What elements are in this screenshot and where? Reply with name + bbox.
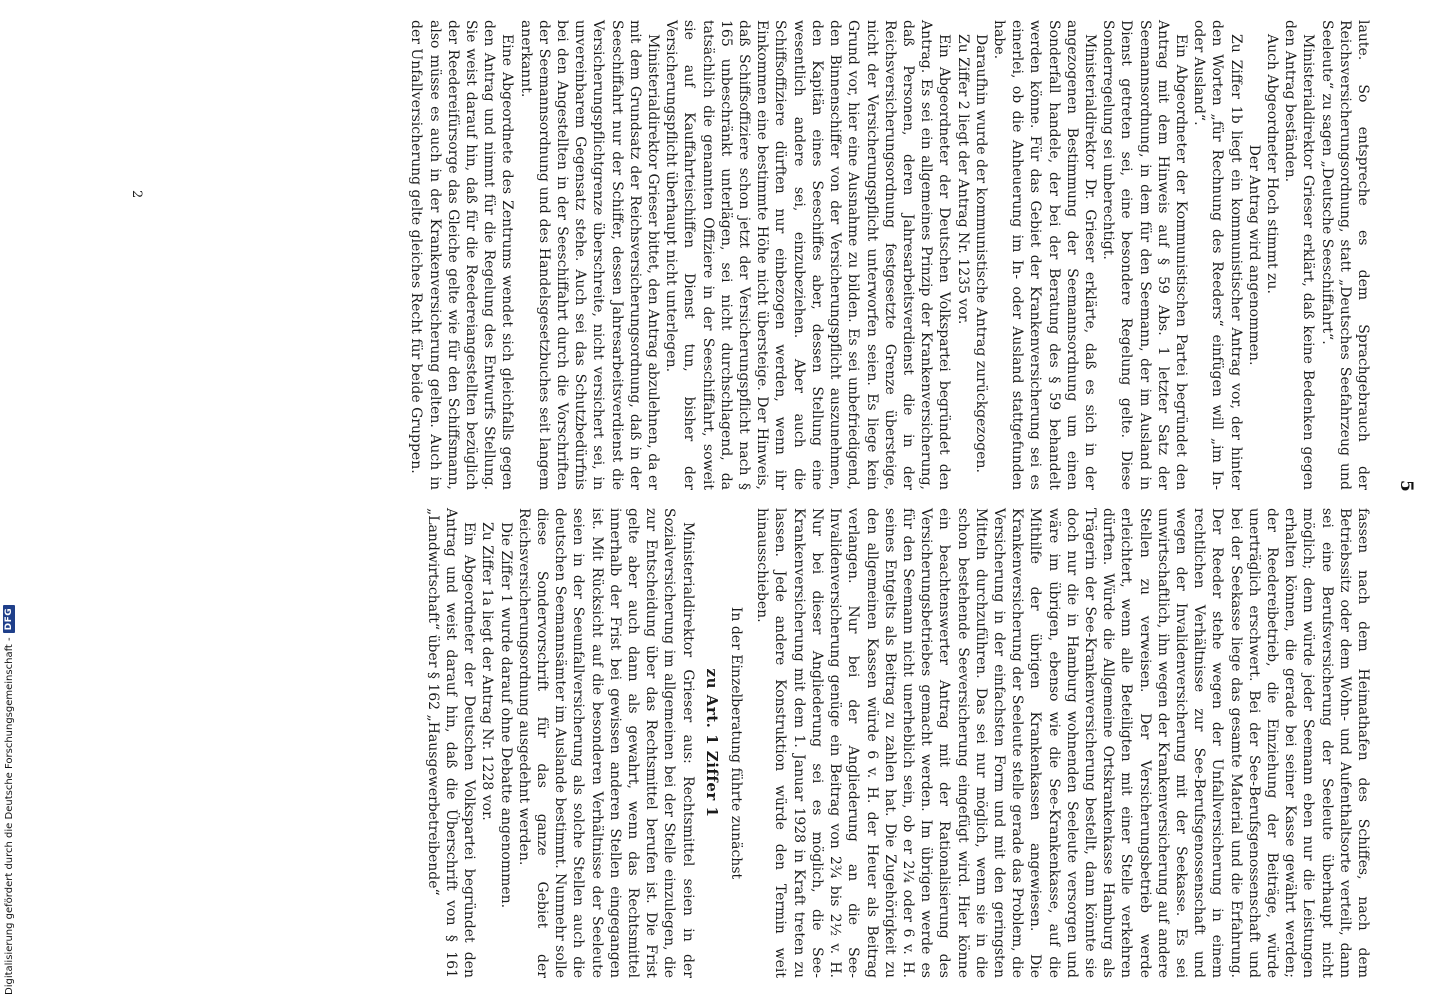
paragraph: Zu Ziffer 1a liegt der Antrag Nr. 1228 vor.	[479, 522, 496, 821]
paragraph: Ein Abgeordneter der Deutschen Volkspartei begründet den Antrag. Es sei ein allgemeines Prinzip der Krankenversicherung, daß Personen, deren Jahresarbeitsverdienst die in der Reichsversicherungsordnung festgesetzte Grenze übersteige, nicht der Versicherungspflicht unterworfen seien. Es liege kein Grund vor, hier eine Ausnahme zu bilden. Es sei unbefriedigend, den Binnenschiffer von der Versicherungspflicht auszunehmen, den Kapitän eines Seeschiffes aber, dessen Stellung eine wesentlich andere sei, einzubeziehen. Aber auch die Schiffsoffiziere dürften nur einbezogen werden, wenn ihr Einkommen eine bestimmte Höhe nicht übersteige. Der Hinweis, daß Schiffsoffiziere schon jetzt der Versicherungspflicht nach § 165 unbeschränkt unterlägen, sei nicht durchschlagend, da tatsächlich die genannten Offiziere in der Seeschiffahrt, soweit sie auf Kauffahrteischiffen Dienst tun, bisher der Versicherungspflicht überhaupt nicht unterlegen.	[663, 20, 953, 490]
paragraph: Ein Abgeordneter der Deutschen Volkspartei begründet den Antrag und weist darauf hin, daß die Überschrift von § 161 „Landwirtschaft“ über § 162 „Hausgewerbetreibende“	[424, 508, 478, 978]
paragraph: Zu Ziffer 1b liegt ein kommunistischer Antrag vor, der hinter den Worten „für Rechnung des Reeders“ einfügen will „im In- oder Ausland“.	[1191, 20, 1244, 490]
section-heading: zu Art. 1 Ziffer 1	[702, 668, 721, 818]
footer-text: Digitalisierung gefördert durch die Deutsche Forschungsgemeinschaft -	[3, 637, 15, 995]
page-number: 5	[1396, 480, 1416, 492]
paragraph: Ministerialdirektor Grieser erklärt, daß keine Bedenken gegen den Antrag beständen.	[1282, 20, 1317, 490]
paragraph: fassen nach dem Heimathafen des Schiffes, nach dem Betriebssitz oder dem Wohn- und Aufenthaltsorte verteilt, dann sei eine Berufsversicherung der Seeleute überhaupt nicht möglich; denn würde jeder Seemann eben nur die Leistungen erhalten können, die gerade bei seiner Kasse gewährt werden; der Reedereibetrieb, die Einziehung der Beiträge, würde unerträglich erschwert. Bei der See-Berufsgenossenschaft und bei der Seekasse liege das gesamte Material und die Erfahrung. Der Reeder stehe wegen der Unfallversicherung in einem rechtlichen Verhältnisse zur See-Berufsgenossenschaft und wegen der Invalidenversicherung mit der Seekasse. Es sei unwirtschaftlich, ihn wegen der Krankenversicherung auf andere Stellen zu verweisen. Der Versicherungsbetrieb werde erleichtert, wenn alle Beteiligten mit einer Stelle verkehren dürften. Würde die Allgemeine Ortskrankenkasse Hamburg als Trägerin der See-Krankenversicherung bestellt, dann könnte sie doch nur die in Hamburg wohnenden Seeleute versorgen und wäre im übrigen, ebenso wie die See-Krankenkasse, auf die Mithilfe der übrigen Krankenkassen angewiesen. Die Krankenversicherung der Seeleute stelle gerade das Problem, die Versicherung in der einfachsten Form und mit den geringsten Mitteln durchzuführen. Das sei nur möglich, wenn sie in die schon bestehende Seeversicherung eingefügt wird. Hier könne ein beachtenswerter Antrag mit der Rationalisierung des Versicherungsbetriebes gemacht werden. Im übrigen werde es für den Seemann nicht unerheblich sein, ob er 2¼ oder 6 v. H. seines Entgelts als Beitrag zu zahlen hat. Die Zugehörigkeit zu den allgemeinen Kassen würde 6 v. H. der Heuer als Beitrag verlangen. Nur bei der Angliederung an die See-Invalidenversicherung genüge ein Beitrag von 2¾ bis 2½ v. H. Nur bei dieser Angliederung sei es möglich, die See-Krankenversicherung mit dem 1. Januar 1928 in Kraft treten zu lassen. Jede andere Konstruktion würde den Termin weit hinausschieben.	[754, 508, 1371, 978]
paragraph: Der Antrag wird angenommen.	[1245, 144, 1262, 366]
paragraph: laute. So entspreche es dem Sprachgebrauch der Reichsversicherungsordnung, statt „Deutsches Seefahrzeug und Seeleute“ zu sagen „Deutsche Seeschiffahrt“.	[1318, 20, 1371, 490]
paragraph: Ministerialdirektor Grieser aus: Rechtsmittel seien in der Sozialversicherung im allgemeinen bei der Stelle einzulegen, die zur Entscheidung über das Rechtsmittel berufen ist. Die Frist gelte aber auch dann als gewahrt, wenn das Rechtsmittel innerhalb der Frist bei gewissen anderen Stellen eingegangen ist. Mit Rücksicht auf die besonderen Verhältnisse der Seeleute seien in der Seeunfallversicherung als solche Stellen auch die deutschen Seemannsämter im Auslande bestimmt. Nunmehr solle diese Sondervorschrift für das ganze Gebiet der Reichsversicherungsordnung ausgedehnt werden.	[515, 508, 696, 978]
paragraph: Auch Abgeordneter Hoch stimmt zu.	[1263, 34, 1280, 294]
paragraph: Ein Abgeordneter der Kommunistischen Partei begründet den Antrag mit dem Hinweis auf § 59 Abs. 1 letzter Satz der Seemannsordnung, in dem für den Seemann, der im Ausland in Dienst getreten sei, eine besondere Regelung gelte. Diese Sonderregelung sei unberechtigt.	[1100, 20, 1189, 490]
section-intro: In der Einzelberatung führte zunächst	[728, 606, 745, 880]
paragraph: Ministerialdirektor Dr. Grieser erklärte, daß es sich in der angezogenen Bestimmung der Seemannsordnung um einen Sonderfall handele, der bei der Beratung des § 59 behandelt werden könne. Für das Gebiet der Krankenversicherung sei es einerlei, ob die Anheuerung im In- oder Ausland stattgefunden habe.	[990, 20, 1098, 490]
text-column-left	[424, 508, 1372, 978]
paragraph: Ministerialdirektor Grieser bittet, den Antrag abzulehnen, da er mit dem Grundsatz der Reichsversicherungsordnung, daß in der Seeschiffahrt nur der Schiffer, dessen Jahresarbeitsverdienst die Versicherungspflichtgrenze überschreite, nicht versichert sei, in unvereinbarem Gegensatz stehe. Auch sei das Schutzbedürfnis bei den Angestellten in der Seeschiffahrt durch die Vorschriften der Seemannsordnung und des Handelsgesetzbuches seit langem anerkannt.	[517, 20, 662, 490]
paragraph: Eine Abgeordnete des Zentrums wendet sich gleichfalls gegen den Antrag und nimmt für die Regelung des Entwurfs Stellung. Sie weist darauf hin, daß für die Reedereiangestellten bezüglich der Reedereifürsorge das Gleiche gelte wie für den Schiffsmann, also müsse es auch in der Krankenversicherung gelten. Auch in der Unfallversicherung gelte gleiches Recht für beide Gruppen.	[408, 20, 516, 490]
dfg-logo: DFG	[3, 605, 15, 634]
paragraph: Die Ziffer 1 wurde darauf ohne Debatte angenommen.	[497, 522, 514, 909]
paragraph: Zu Ziffer 2 liegt der Antrag Nr. 1235 vor.	[954, 34, 971, 325]
text-column-right	[407, 20, 1372, 490]
signature-number: 2	[129, 190, 144, 199]
paragraph: Daraufhin wurde der kommunistische Antrag zurückgezogen.	[972, 34, 989, 473]
digitization-footer	[0, 0, 18, 1000]
